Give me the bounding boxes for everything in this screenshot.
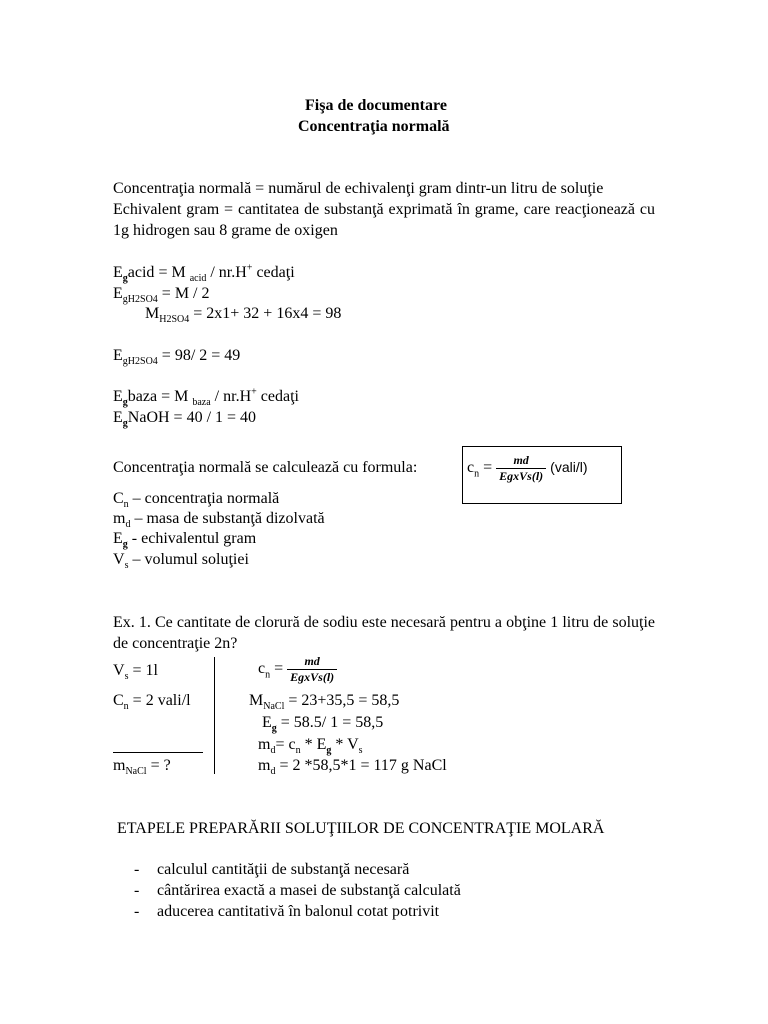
formula-m-h2so4: $M_{H2SO4} = 2x1+ 32 + 16x4 = 98$ <box>145 305 342 326</box>
solution-md-formula: $m_d= c_n * E_g * V_s$ <box>258 736 363 757</box>
page-subtitle: Concentraţia normală <box>298 118 450 135</box>
legend-md: $m_d$ – masa de substanţă dizolvată <box>113 510 325 531</box>
list-item: cântărirea exactă a masei de substanţă calculată <box>157 882 461 899</box>
formula-eg-baza: $E_gbaza = M$ $_{baza}$ / nr.H+ cedaţi <box>113 386 299 409</box>
given-divider-vertical <box>214 657 215 774</box>
formula-eg-h2so4: $E_{gH2SO4} = M / 2$ <box>113 285 210 306</box>
solution-fraction: $\frac{md}{\text{EgxVs(l)}}$ <box>287 654 337 685</box>
bullet-dash: - <box>134 861 140 878</box>
bullet-dash: - <box>134 903 140 920</box>
given-m-nacl: $m_{NaCl}$ = ? <box>113 757 171 778</box>
given-cn: $C_n = 2$ vali/l <box>113 692 191 713</box>
formula-eg-naoh: $E_gNaOH = 40 / 1 = 40$ <box>113 409 257 430</box>
normal-concentration-formula: $c_n$ = $\frac{md}{\text{EgxVs(l)}}$ (vali/l) <box>467 453 588 483</box>
example-question: Ex. 1. Ce cantitate de clorură de sodiu este necesară pentru a obţine 1 litru de soluţie de concentraţie 2n? <box>113 614 655 652</box>
definition-line: Concentraţia normală = numărul de echivalenţi gram dintr-un litru de soluţie <box>113 180 604 197</box>
formula-eg-acid: $E_gacid = M$ $_{acid}$ / nr.H+ cedaţi <box>113 262 295 285</box>
formula-eg-h2so4-value: $E_{gH2SO4} = 98/$ 2 = 49 <box>113 347 241 368</box>
given-divider-horizontal <box>113 752 203 753</box>
bullet-dash: - <box>134 882 140 899</box>
fraction: $\frac{md}{\text{EgxVs(l)}}$ <box>496 453 546 484</box>
legend-cn: $C_n$ – concentraţia normală <box>113 490 280 511</box>
solution-m-nacl: $M_{NaCl} = 23+35,5 = 58,5$ <box>249 692 400 713</box>
list-item: calculul cantităţii de substanţă necesară <box>157 861 410 878</box>
steps-title: ETAPELE PREPARĂRII SOLUŢIILOR DE CONCENTRAŢIE MOLARĂ <box>117 820 605 837</box>
echivalent-paragraph: Echivalent gram = cantitatea de substanţă exprimată în grame, care reacţionează cu 1g hidrogen sau 8 grame de oxigen <box>113 201 655 239</box>
solution-eg: $E_g = 58.5/$ 1 = 58,5 <box>262 714 384 735</box>
solution-md-value: $m_d = 2$ *58,5*1 = 117 g NaCl <box>258 757 447 778</box>
legend-vs: $V_s$ – volumul soluţiei <box>113 551 249 572</box>
given-vs: $V_s = 1l$ <box>113 662 158 683</box>
legend-eg: $E_g$ - echivalentul gram <box>113 530 257 551</box>
list-item: aducerea cantitativă în balonul cotat potrivit <box>157 903 440 920</box>
formula-lead-text: Concentraţia normală se calculează cu formula: <box>113 459 418 476</box>
solution-cn-formula: $c_n$ = $\frac{md}{\text{EgxVs(l)}}$ <box>258 654 337 685</box>
page-title: Fişa de documentare <box>305 97 447 114</box>
